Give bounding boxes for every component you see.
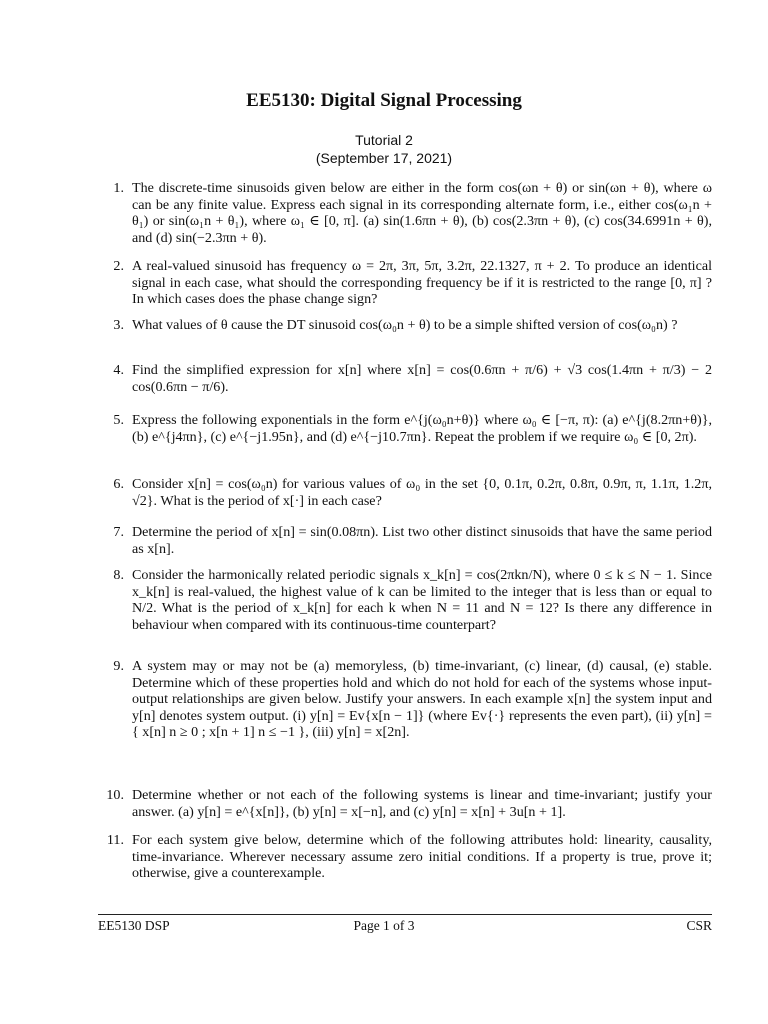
footer-divider [98,914,712,915]
problem-item-3 [92,317,712,334]
problem-item-6 [92,476,712,509]
problem-item-1 [92,180,712,246]
problem-item-9 [92,658,712,741]
problem-item-5 [92,412,712,445]
footer-author: CSR [686,918,712,933]
problem-text: A system may or may not be (a) memoryless, (b) time-invariant, (c) linear, (d) causal, (e) stable. Determine which of these properties hold and which do not hold for each of the systems whose input-output relationships are given below. Justify your answers. In each example x[n] the system input and y[n] denotes system output. (i) y[n] = Ev{x[n − 1]} (where Ev{·} represents the even part), (ii) y[n] = { x[n] n ≥ 0 ; x[n + 1] n ≤ −1 }, (iii) y[n] = x[2n]. [132,658,712,741]
problem-number: 9. [113,658,124,674]
problem-text: Determine whether or not each of the following systems is linear and time-invariant; justify your answer. (a) y[n] = e^{x[n]}, (b) y[n] = x[−n], and (c) y[n] = x[n] + 3u[n + 1]. [132,787,712,820]
problem-number: 3. [113,317,124,333]
problem-item-2 [92,258,712,308]
problem-number: 1. [113,180,124,196]
problem-text: For each system give below, determine which of the following attributes hold: linearity, causality, time-invariance. Wherever necessary assume zero initial conditions. If a property is true, prove it; otherwise, give a counterexample. [132,832,712,882]
footer-page-number: Page 1 of 3 [353,918,415,933]
problem-number: 7. [113,524,124,540]
problem-item-8 [92,567,712,633]
problem-text: The discrete-time sinusoids given below are either in the form cos(ωn + θ) or sin(ωn + θ), where ω can be any finite value. Express each signal in its corresponding alternate form, i.e., either cos(ω₁n + θ₁) or sin(ω₁n + θ₁), where ω₁ ∈ [0, π]. (a) sin(1.6πn + θ), (b) cos(2.3πn + θ), (c) cos(34.6991n + θ), and (d) sin(−2.3πn + θ). [132,180,712,246]
problem-text: Consider the harmonically related periodic signals x_k[n] = cos(2πkn/N), where 0 ≤ k ≤ N − 1. Since x_k[n] is real-valued, the highest value of k can be limited to the integer that is less than or equal to N/2. What is the period of x_k[n] for each k when N = 11 and N = 12? Is there any difference in behaviour when compared with its continuous-time counterpart? [132,567,712,633]
problem-item-4 [92,362,712,395]
tutorial-label: Tutorial 2 [355,132,413,148]
problem-number: 5. [113,412,124,428]
document-title: EE5130: Digital Signal Processing [246,90,522,111]
problem-number: 11. [106,832,124,848]
problem-item-10 [92,787,712,820]
problem-text: Find the simplified expression for x[n] where x[n] = cos(0.6πn + π/6) + √3 cos(1.4πn + π/3) − 2 cos(0.6πn − π/6). [132,362,712,395]
problem-item-11 [92,832,712,882]
problem-text: A real-valued sinusoid has frequency ω = 2π, 3π, 5π, 3.2π, 22.1327, π + 2. To produce an identical signal in each case, what should the corresponding frequency be if it is restricted to the range [0, π] ? In which cases does the phase change sign? [132,258,712,308]
problem-item-7 [92,524,712,557]
problem-number: 2. [113,258,124,274]
problem-number: 4. [113,362,124,378]
problem-number: 10. [106,787,124,803]
problem-text: Express the following exponentials in the form e^{j(ω₀n+θ)} where ω₀ ∈ [−π, π): (a) e^{j(8.2πn+θ)}, (b) e^{j4πn}, (c) e^{−j1.95n}, and (d) e^{−j10.7πn}. Repeat the problem if we require ω₀ ∈ [0, 2π). [132,412,712,445]
problem-number: 6. [113,476,124,492]
footer-course: EE5130 DSP [98,918,170,933]
problem-text: What values of θ cause the DT sinusoid cos(ω₀n + θ) to be a simple shifted version of cos(ω₀n) ? [132,317,678,333]
problem-number: 8. [113,567,124,583]
problem-text: Determine the period of x[n] = sin(0.08πn). List two other distinct sinusoids that have the same period as x[n]. [132,524,712,557]
tutorial-date: (September 17, 2021) [315,150,453,166]
problem-text: Consider x[n] = cos(ω₀n) for various values of ω₀ in the set {0, 0.1π, 0.2π, 0.8π, 0.9π, π, 1.1π, 1.2π, √2}. What is the period of x[·] in each case? [132,476,712,509]
